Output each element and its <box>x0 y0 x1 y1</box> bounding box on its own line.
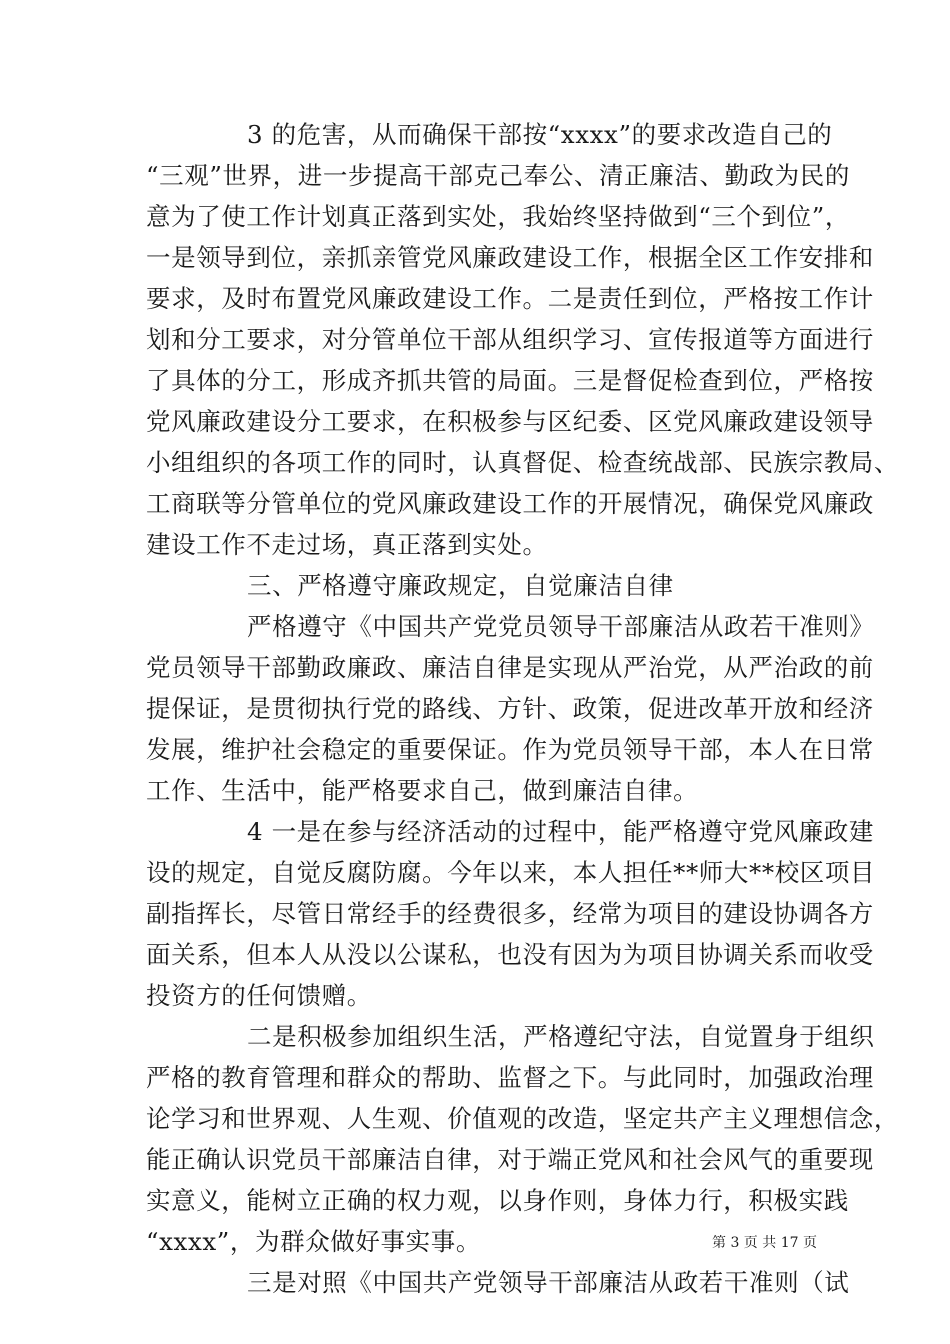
text-line: 论学习和世界观、人生观、价值观的改造，坚定共产主义理想信念， <box>146 1104 899 1133</box>
text-line: 3 的危害，从而确保干部按“xxxx”的要求改造自己的 <box>247 120 833 149</box>
text-line: 实意义，能树立正确的权力观，以身作则，身体力行，积极实践 <box>146 1186 849 1215</box>
text-line: 副指挥长，尽管日常经手的经费很多，经常为项目的建设协调各方 <box>146 899 874 928</box>
text-line: 划和分工要求，对分管单位干部从组织学习、宣传报道等方面进行 <box>146 325 874 354</box>
text-line: 4 一是在参与经济活动的过程中，能严格遵守党风廉政建 <box>247 817 874 846</box>
text-line: 党风廉政建设分工要求，在积极参与区纪委、区党风廉政建设领导 <box>146 407 874 436</box>
text-line: 能正确认识党员干部廉洁自律，对于端正党风和社会风气的重要现 <box>146 1145 874 1174</box>
text-line: 党员领导干部勤政廉政、廉洁自律是实现从严治党，从严治政的前 <box>146 653 874 682</box>
text-line: “xxxx”，为群众做好事实事。 <box>146 1227 481 1256</box>
text-line: 发展，维护社会稳定的重要保证。作为党员领导干部，本人在日常 <box>146 735 874 764</box>
text-line: 面关系，但本人从没以公谋私，也没有因为为项目协调关系而收受 <box>146 940 874 969</box>
page-number: 第 3 页 共 17 页 <box>712 1235 817 1251</box>
text-line: “三观”世界，进一步提高干部克己奉公、清正廉洁、勤政为民的 <box>146 161 850 190</box>
text-line: 要求，及时布置党风廉政建设工作。二是责任到位，严格按工作计 <box>146 284 874 313</box>
text-line: 小组组织的各项工作的同时，认真督促、检查统战部、民族宗教局、 <box>146 448 899 477</box>
text-line: 三是对照《中国共产党领导干部廉洁从政若干准则（试 <box>247 1268 850 1297</box>
text-line: 投资方的任何馈赠。 <box>146 981 372 1010</box>
text-line: 一是领导到位，亲抓亲管党风廉政建设工作，根据全区工作安排和 <box>146 243 874 272</box>
text-line: 设的规定，自觉反腐防腐。今年以来，本人担任**师大**校区项目 <box>146 858 876 887</box>
text-line: 工作、生活中，能严格要求自己，做到廉洁自律。 <box>146 776 699 805</box>
text-line: 提保证，是贯彻执行党的路线、方针、政策，促进改革开放和经济 <box>146 694 874 723</box>
text-line: 建设工作不走过场，真正落到实处。 <box>146 530 548 559</box>
text-line: 了具体的分工，形成齐抓共管的局面。三是督促检查到位，严格按 <box>146 366 874 395</box>
section-heading: 三、严格遵守廉政规定，自觉廉洁自律 <box>247 571 674 600</box>
text-line: 工商联等分管单位的党风廉政建设工作的开展情况，确保党风廉政 <box>146 489 874 518</box>
text-line: 二是积极参加组织生活，严格遵纪守法，自觉置身于组织 <box>247 1022 875 1051</box>
text-line: 意为了使工作计划真正落到实处，我始终坚持做到“三个到位”， <box>146 202 850 231</box>
text-line: 严格的教育管理和群众的帮助、监督之下。与此同时，加强政治理 <box>146 1063 874 1092</box>
text-line: 严格遵守《中国共产党党员领导干部廉洁从政若干准则》 <box>247 612 875 641</box>
